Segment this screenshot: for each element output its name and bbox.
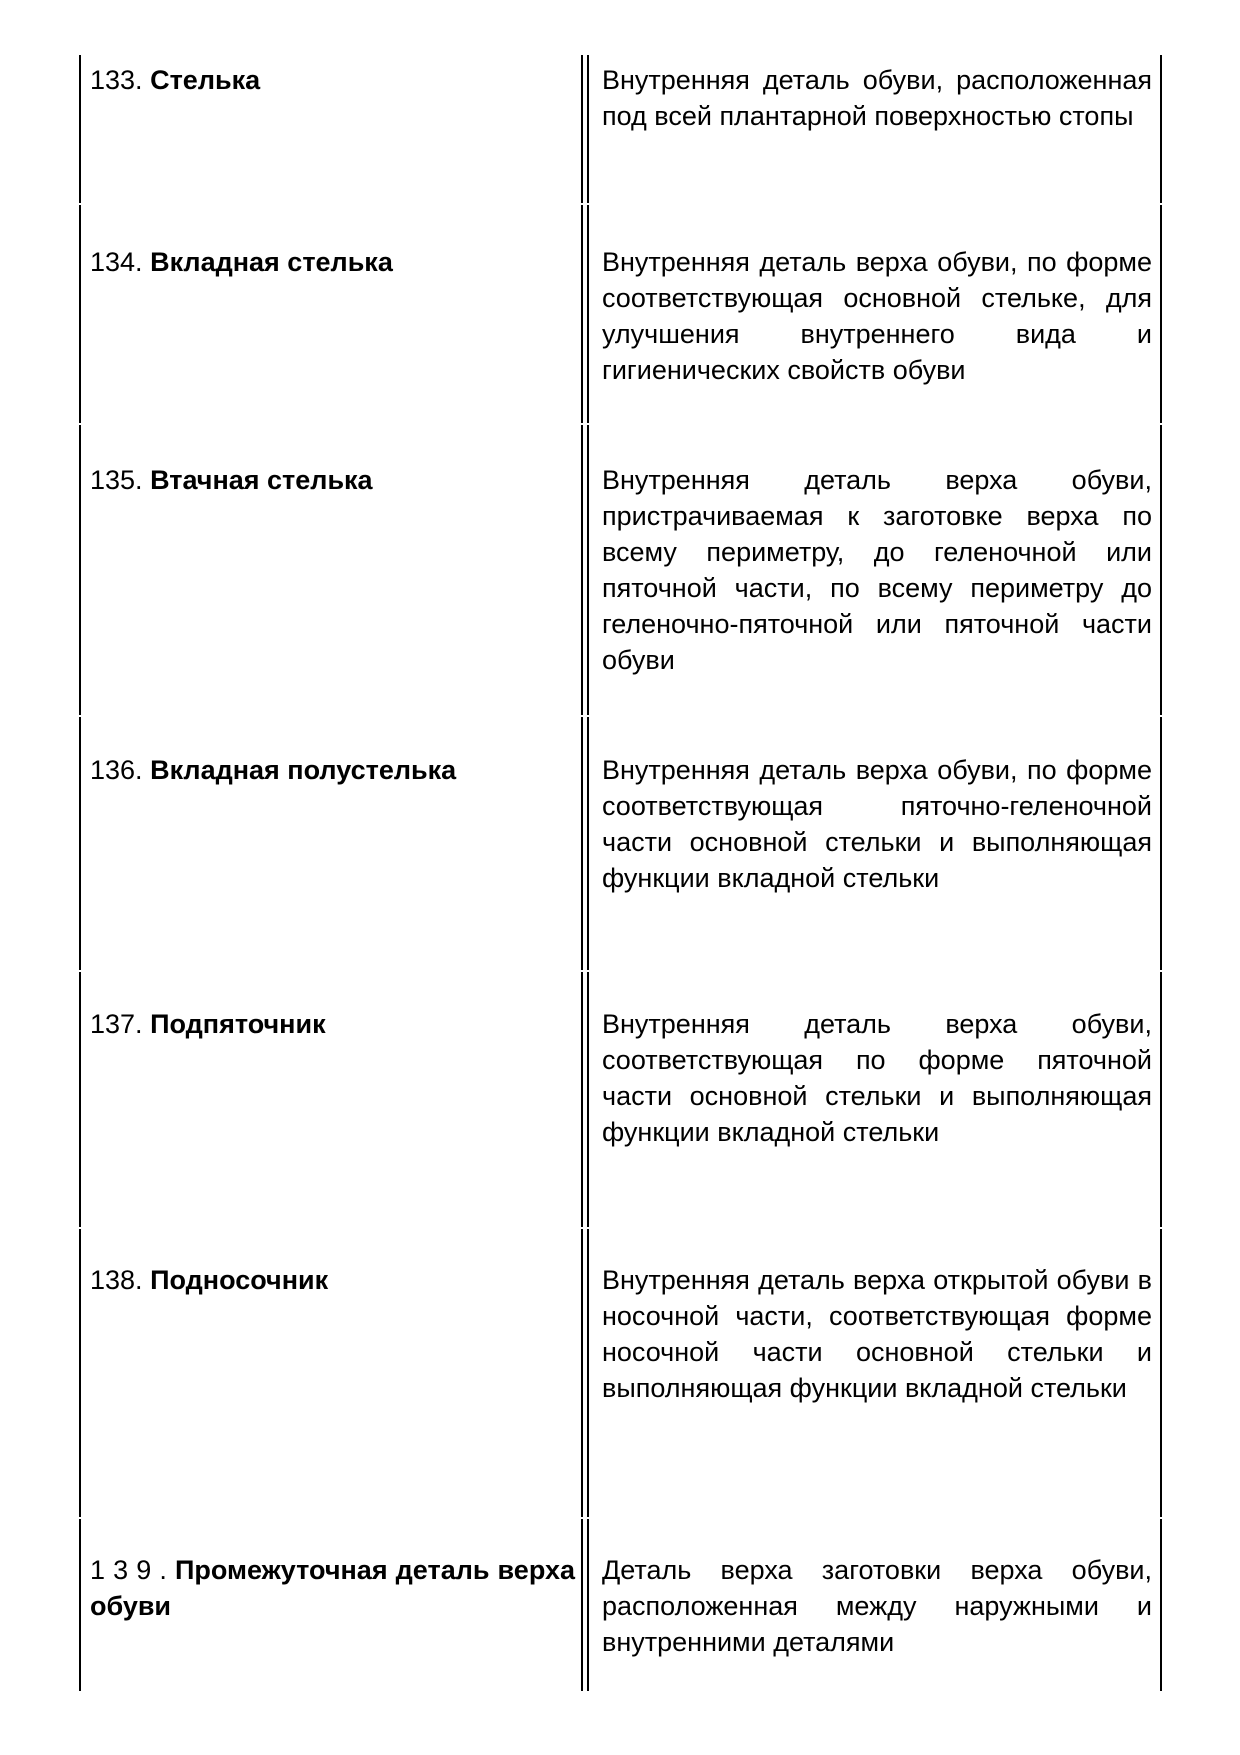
table-border-right (1160, 717, 1162, 970)
table-border-middle-b (587, 425, 589, 715)
table-border-right (1160, 1519, 1162, 1691)
table-border-right (1160, 425, 1162, 715)
definition-cell: Внутренняя деталь обуви, расположенная под всей плантарной поверхностью стопы (602, 65, 1152, 131)
term-cell (90, 752, 575, 788)
table-border-middle-a (581, 1519, 583, 1691)
table-border-left (79, 1519, 81, 1691)
term-number: 1 3 9 . (90, 1555, 167, 1585)
term-cell (90, 1552, 575, 1624)
table-border-left (79, 425, 81, 715)
table-border-middle-a (581, 55, 583, 203)
table-border-middle-b (587, 717, 589, 970)
table-border-left (79, 717, 81, 970)
term-cell (90, 1262, 575, 1298)
term-number: 138. (90, 1265, 143, 1295)
table-border-middle-a (581, 1229, 583, 1517)
term-name: Стелька (150, 65, 261, 95)
table-border-left (79, 55, 81, 203)
table-border-middle-a (581, 717, 583, 970)
table-border-middle-b (587, 1519, 589, 1691)
term-name: Вкладная стелька (150, 247, 393, 277)
table-border-right (1160, 972, 1162, 1227)
table-border-left (79, 972, 81, 1227)
table-border-left (79, 205, 81, 423)
term-cell (90, 462, 575, 498)
table-border-middle-a (581, 425, 583, 715)
definition-cell: Внутренняя деталь верха открытой обуви в носочной части, соответствующая форме носочной части основной стельки и выполняющая функции вкладной стельки (602, 1265, 1152, 1403)
term-name: Подпяточник (150, 1009, 326, 1039)
term-cell (90, 62, 575, 98)
term-name: Промежуточная деталь верха обуви (90, 1555, 575, 1621)
definition-cell: Внутренняя деталь верха обуви, соответствующая по форме пяточной части основной стельки и выполняющая функции вкладной стельки (602, 1009, 1152, 1147)
term-number: 136. (90, 755, 143, 785)
definition-cell: Внутренняя деталь верха обуви, по форме соответствующая пяточно-геленочной части основной стельки и выполняющая функции вкладной стельки (602, 755, 1152, 893)
table-border-right (1160, 1229, 1162, 1517)
definition-cell: Внутренняя деталь верха обуви, по форме соответствующая основной стельке, для улучшения внутреннего вида и гигиенических свойств обуви (602, 247, 1152, 385)
table-border-middle-b (587, 972, 589, 1227)
table-border-middle-a (581, 972, 583, 1227)
table-border-right (1160, 205, 1162, 423)
table-border-middle-b (587, 1229, 589, 1517)
term-name: Подносочник (150, 1265, 329, 1295)
term-name: Вкладная полустелька (150, 755, 457, 785)
term-cell (90, 1006, 575, 1042)
term-number: 133. (90, 65, 143, 95)
definition-cell: Внутренняя деталь верха обуви, пристрачиваемая к заготовке верха по всему периметру, до геленочной или пяточной части, по всему периметру до геленочно-пяточной или пяточной части обуви (602, 465, 1152, 675)
table-border-middle-b (587, 205, 589, 423)
term-number: 137. (90, 1009, 143, 1039)
term-number: 134. (90, 247, 143, 277)
term-name: Втачная стелька (150, 465, 373, 495)
term-cell (90, 244, 575, 280)
term-number: 135. (90, 465, 143, 495)
table-border-middle-a (581, 205, 583, 423)
table-border-left (79, 1229, 81, 1517)
table-border-middle-b (587, 55, 589, 203)
table-border-right (1160, 55, 1162, 203)
definition-cell: Деталь верха заготовки верха обуви, расположенная между наружными и внутренними деталями (602, 1555, 1152, 1657)
